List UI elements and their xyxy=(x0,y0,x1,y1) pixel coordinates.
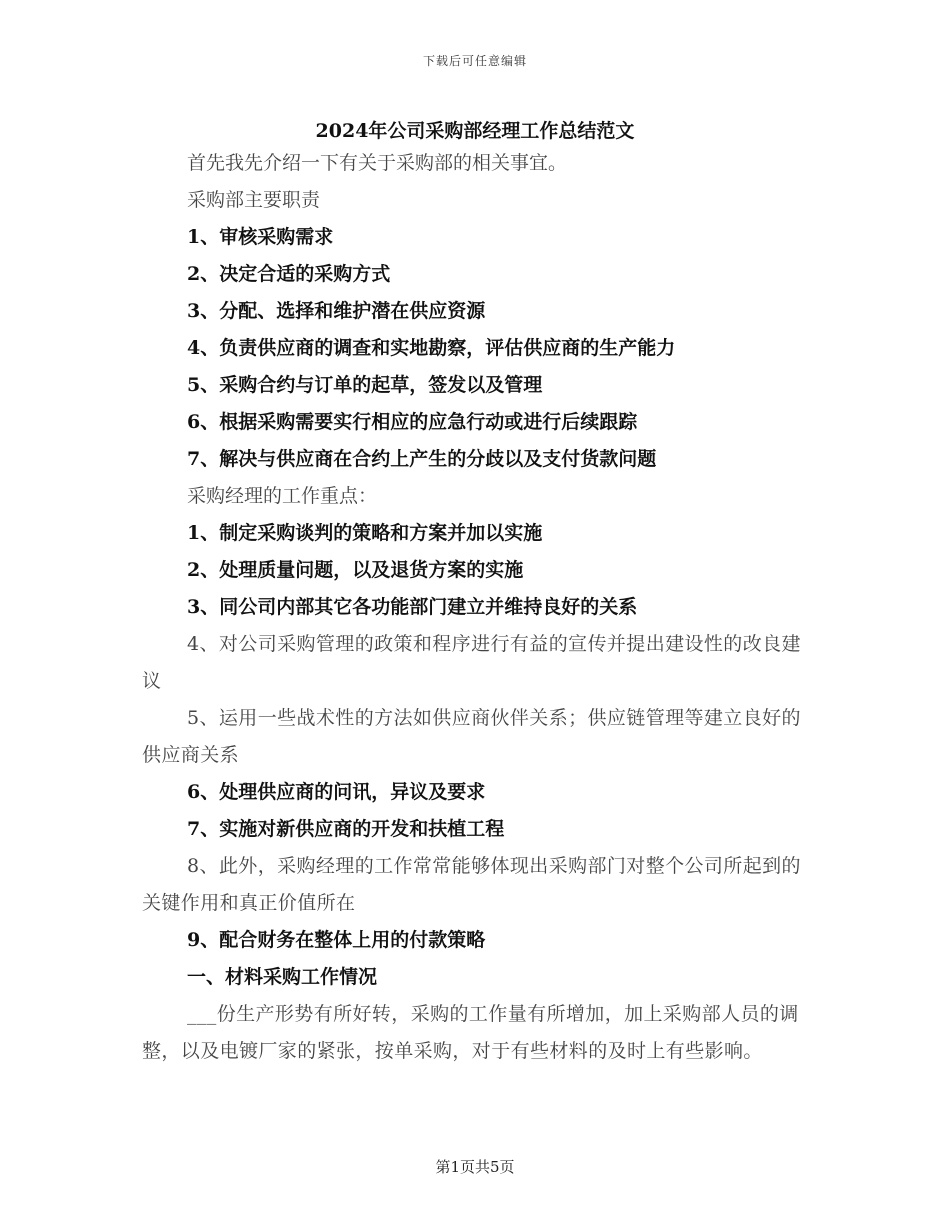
focus-item-paragraph: 5、运用一些战术性的方法如供应商伙伴关系；供应链管理等建立良好的供应商关系 xyxy=(142,707,801,766)
duty-item: 6、根据采购需要实行相应的应急行动或进行后续跟踪 xyxy=(187,411,638,433)
duty-item: 4、负责供应商的调查和实地勘察，评估供应商的生产能力 xyxy=(187,337,676,359)
page-number-footer: 第1页共5页 xyxy=(435,1158,515,1176)
intro-paragraph: 首先我先介绍一下有关于采购部的相关事宜。 xyxy=(187,152,568,174)
focus-item: 1、制定采购谈判的策略和方案并加以实施 xyxy=(187,522,543,544)
duty-item: 3、分配、选择和维护潜在供应资源 xyxy=(187,300,486,322)
focus-list xyxy=(142,515,812,959)
focus-item: 6、处理供应商的问讯，异议及要求 xyxy=(187,781,486,803)
focus-item: 2、处理质量问题，以及退货方案的实施 xyxy=(187,559,524,581)
duty-item: 1、审核采购需求 xyxy=(187,226,334,248)
focus-heading: 采购经理的工作重点： xyxy=(187,485,378,507)
duties-heading: 采购部主要职责 xyxy=(187,189,321,211)
duty-item: 5、采购合约与订单的起草，签发以及管理 xyxy=(187,374,543,396)
section-paragraph: ___份生产形势有所好转，采购的工作量有所增加，加上采购部人员的调整，以及电镀厂家的紧张，按单采购，对于有些材料的及时上有些影响。 xyxy=(142,1003,799,1062)
document-body xyxy=(142,145,812,1070)
duties-list xyxy=(142,219,812,478)
focus-item: 3、同公司内部其它各功能部门建立并维持良好的关系 xyxy=(187,596,638,618)
focus-item: 7、实施对新供应商的开发和扶植工程 xyxy=(187,818,505,840)
focus-item-paragraph: 4、对公司采购管理的政策和程序进行有益的宣传并提出建设性的改良建议 xyxy=(142,633,801,692)
duty-item: 7、解决与供应商在合约上产生的分歧以及支付货款问题 xyxy=(187,448,657,470)
focus-item: 9、配合财务在整体上用的付款策略 xyxy=(187,929,486,951)
section-heading: 一、材料采购工作情况 xyxy=(187,966,378,988)
duty-item: 2、决定合适的采购方式 xyxy=(187,263,391,285)
page-header-note: 下载后可任意编辑 xyxy=(422,54,527,68)
focus-item-paragraph: 8、此外，采购经理的工作常常能够体现出采购部门对整个公司所起到的关键作用和真正价值所在 xyxy=(142,855,801,914)
document-title: 2024年公司采购部经理工作总结范文 xyxy=(315,120,635,142)
